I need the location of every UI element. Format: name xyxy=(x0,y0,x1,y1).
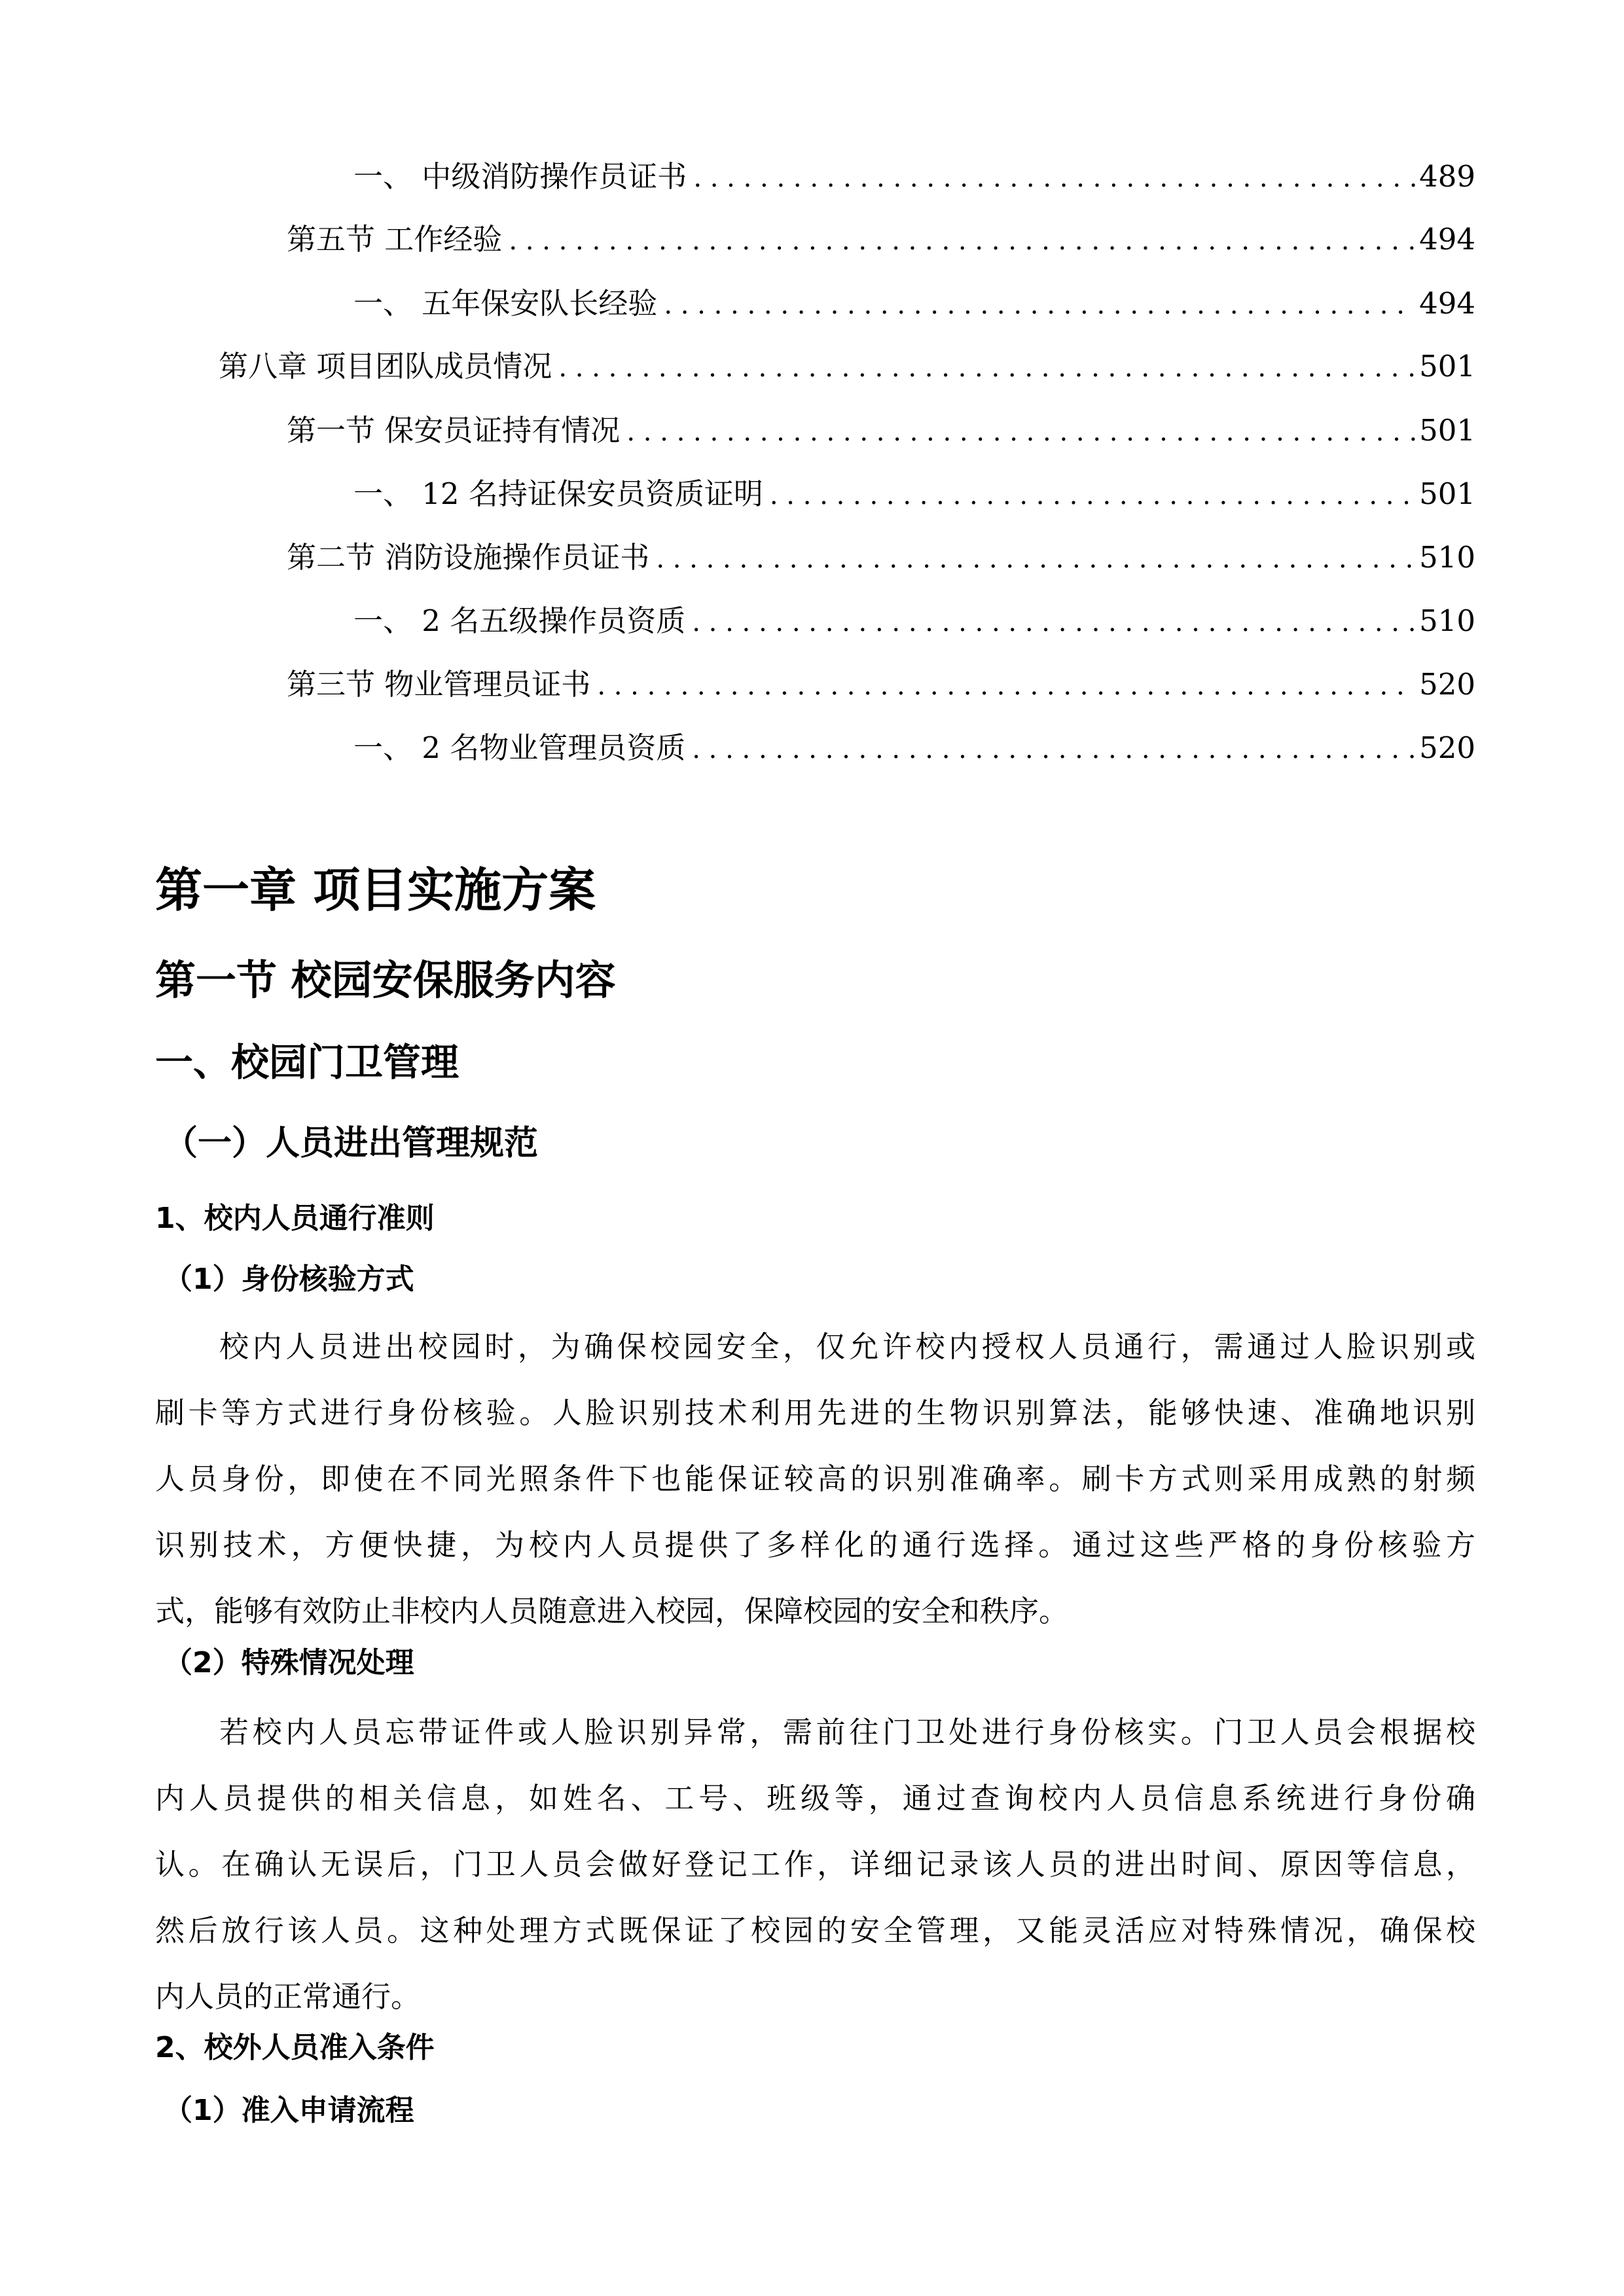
toc-entry-label: 一、 中级消防操作员证书 xyxy=(353,159,687,194)
toc-entry[interactable] xyxy=(287,220,1475,260)
paragraph-line: 然后放行该人员。这种处理方式既保证了校园的安全管理，又能灵活应对特殊情况，确保校 xyxy=(155,1913,1475,1948)
toc-entry-label: 第一节 保安员证持有情况 xyxy=(287,413,621,448)
item-heading: 1、校内人员通行准则 xyxy=(155,1202,435,1235)
toc-entry[interactable] xyxy=(353,157,1475,198)
toc-entry-page: 520 xyxy=(1419,667,1475,702)
paragraph-line: 内人员的正常通行。 xyxy=(155,1979,421,2014)
toc-entry-page: 510 xyxy=(1419,603,1475,638)
toc-dot-leader xyxy=(664,285,1415,325)
toc-entry-label: 一、 2 名五级操作员资质 xyxy=(353,603,686,638)
toc-entry-page: 494 xyxy=(1419,222,1475,257)
paragraph xyxy=(155,1314,1475,1644)
toc-entry[interactable] xyxy=(219,347,1475,387)
toc-dot-leader xyxy=(692,603,1415,642)
toc-dot-leader xyxy=(693,158,1415,198)
paragraph-line: 刷卡等方式进行身份核验。人脸识别技术利用先进的生物识别算法，能够快速、准确地识别 xyxy=(155,1395,1475,1430)
paragraph-line: 认。在确认无误后，门卫人员会做好登记工作，详细记录该人员的进出时间、原因等信息， xyxy=(155,1847,1475,1882)
chapter-title: 第一章 项目实施方案 xyxy=(155,863,596,918)
toc-entry[interactable] xyxy=(287,411,1475,452)
toc-dot-leader xyxy=(558,348,1415,387)
toc-entry[interactable] xyxy=(287,665,1475,706)
toc-dot-leader xyxy=(692,730,1415,769)
paragraph-line: 若校内人员忘带证件或人脸识别异常，需前往门卫处进行身份核实。门卫人员会根据校 xyxy=(219,1715,1475,1749)
toc-entry-page: 494 xyxy=(1419,286,1475,321)
toc-entry-page: 510 xyxy=(1419,540,1475,575)
paragraph-line: 识别技术，方便快捷，为校内人员提供了多样化的通行选择。通过这些严格的身份核验方 xyxy=(155,1528,1475,1562)
toc-entry-label: 第八章 项目团队成员情况 xyxy=(219,349,552,384)
toc-dot-leader xyxy=(770,476,1415,515)
toc-entry-label: 一、 12 名持证保安员资质证明 xyxy=(353,476,763,511)
paragraph-line: 内人员提供的相关信息，如姓名、工号、班级等，通过查询校内人员信息系统进行身份确 xyxy=(155,1781,1475,1816)
toc-entry-page: 501 xyxy=(1419,476,1475,511)
item-subheading: （1）准入申请流程 xyxy=(164,2094,414,2127)
section-title: 第一节 校园安保服务内容 xyxy=(155,956,616,1004)
item-subheading: （2）特殊情况处理 xyxy=(164,1646,414,1679)
toc-dot-leader xyxy=(626,412,1415,452)
toc-entry[interactable] xyxy=(353,728,1475,769)
toc-entry-label: 第三节 物业管理员证书 xyxy=(287,667,591,702)
toc-entry-label: 一、 2 名物业管理员资质 xyxy=(353,730,686,765)
toc-entry-page: 489 xyxy=(1419,159,1475,194)
toc-entry[interactable] xyxy=(353,601,1475,642)
paragraph-line: 校内人员进出校园时，为确保校园安全，仅允许校内授权人员通行，需通过人脸识别或 xyxy=(219,1329,1475,1364)
paragraph-line: 人员身份，即使在不同光照条件下也能保证较高的识别准确率。刷卡方式则采用成熟的射频 xyxy=(155,1462,1475,1496)
toc-entry[interactable] xyxy=(353,475,1475,515)
item-heading: 2、校外人员准入条件 xyxy=(155,2031,435,2064)
toc-entry-page: 501 xyxy=(1419,413,1475,448)
toc-dot-leader xyxy=(656,539,1415,579)
toc-entry-page: 501 xyxy=(1419,349,1475,384)
toc-entry-label: 第五节 工作经验 xyxy=(287,222,503,257)
toc-entry-label: 第二节 消防设施操作员证书 xyxy=(287,540,650,575)
toc-dot-leader xyxy=(509,221,1415,260)
toc-dot-leader xyxy=(597,666,1415,706)
toc-entry-label: 一、 五年保安队长经验 xyxy=(353,286,658,321)
toc-entry[interactable] xyxy=(353,284,1475,325)
subsubsection-title: （一）人员进出管理规范 xyxy=(164,1124,539,1163)
toc-entry-page: 520 xyxy=(1419,730,1475,765)
paragraph xyxy=(155,1699,1475,2030)
item-subheading: （1）身份核验方式 xyxy=(164,1263,414,1296)
paragraph-line: 式，能够有效防止非校内人员随意进入校园，保障校园的安全和秩序。 xyxy=(155,1594,1069,1628)
toc-entry[interactable] xyxy=(287,538,1475,579)
subsection-title: 一、校园门卫管理 xyxy=(155,1040,460,1085)
